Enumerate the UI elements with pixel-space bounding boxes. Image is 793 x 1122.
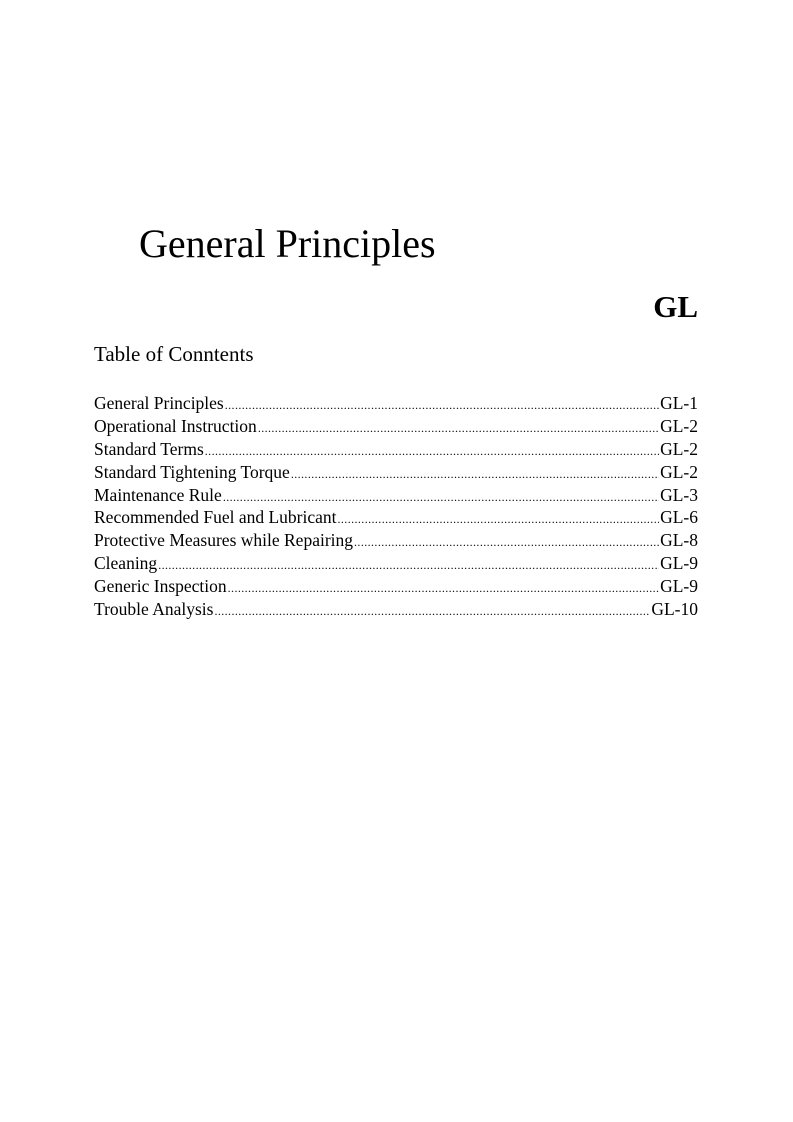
dot-leader <box>258 417 659 440</box>
toc-entry-page: GL-8 <box>660 530 698 551</box>
dot-leader <box>214 600 650 623</box>
toc-entry-title: Recommended Fuel and Lubricant <box>94 507 337 528</box>
dot-leader <box>338 508 660 531</box>
toc-entry-general-principles[interactable] <box>94 392 698 415</box>
toc-heading: Table of Conntents <box>94 342 254 366</box>
dot-leader <box>205 440 659 463</box>
toc-entry-page: GL-3 <box>660 484 698 505</box>
toc-entry-title: Cleaning <box>94 553 158 574</box>
toc-entry-title: Maintenance Rule <box>94 484 222 505</box>
dot-leader <box>158 554 659 577</box>
toc-entry-cleaning[interactable] <box>94 552 698 575</box>
toc-entry-standard-terms[interactable] <box>94 438 698 461</box>
section-code: GL <box>653 289 698 324</box>
page-title: General Principles <box>139 221 436 266</box>
toc-entry-page: GL-10 <box>651 599 698 620</box>
toc-entry-title: General Principles <box>94 393 224 413</box>
toc-entry-operational-instruction[interactable] <box>94 415 698 438</box>
toc-entry-title: Standard Tightening Torque <box>94 461 290 482</box>
toc-entry-title: Generic Inspection <box>94 576 227 597</box>
dot-leader <box>291 463 659 486</box>
toc-entry-protective-measures[interactable] <box>94 529 698 552</box>
toc-list <box>94 392 698 621</box>
toc-entry-title: Protective Measures while Repairing <box>94 530 354 551</box>
toc-entry-maintenance-rule[interactable] <box>94 484 698 507</box>
dot-leader <box>223 486 659 509</box>
toc-entry-trouble-analysis[interactable] <box>94 598 698 621</box>
toc-entry-page: GL-2 <box>660 438 698 459</box>
dot-leader <box>354 531 659 554</box>
dot-leader <box>228 577 659 600</box>
toc-entry-standard-tightening-torque[interactable] <box>94 461 698 484</box>
toc-entry-title: Trouble Analysis <box>94 599 214 620</box>
toc-entry-title: Operational Instruction <box>94 415 257 436</box>
toc-entry-page: GL-1 <box>660 393 698 413</box>
toc-entry-recommended-fuel-and-lubricant[interactable] <box>94 506 698 529</box>
dot-leader <box>225 394 659 417</box>
toc-entry-title: Standard Terms <box>94 438 204 459</box>
toc-entry-page: GL-9 <box>660 576 698 597</box>
toc-entry-page: GL-2 <box>660 461 698 482</box>
toc-entry-generic-inspection[interactable] <box>94 575 698 598</box>
toc-entry-page: GL-9 <box>660 553 698 574</box>
toc-entry-page: GL-6 <box>660 507 698 528</box>
toc-entry-page: GL-2 <box>660 415 698 436</box>
